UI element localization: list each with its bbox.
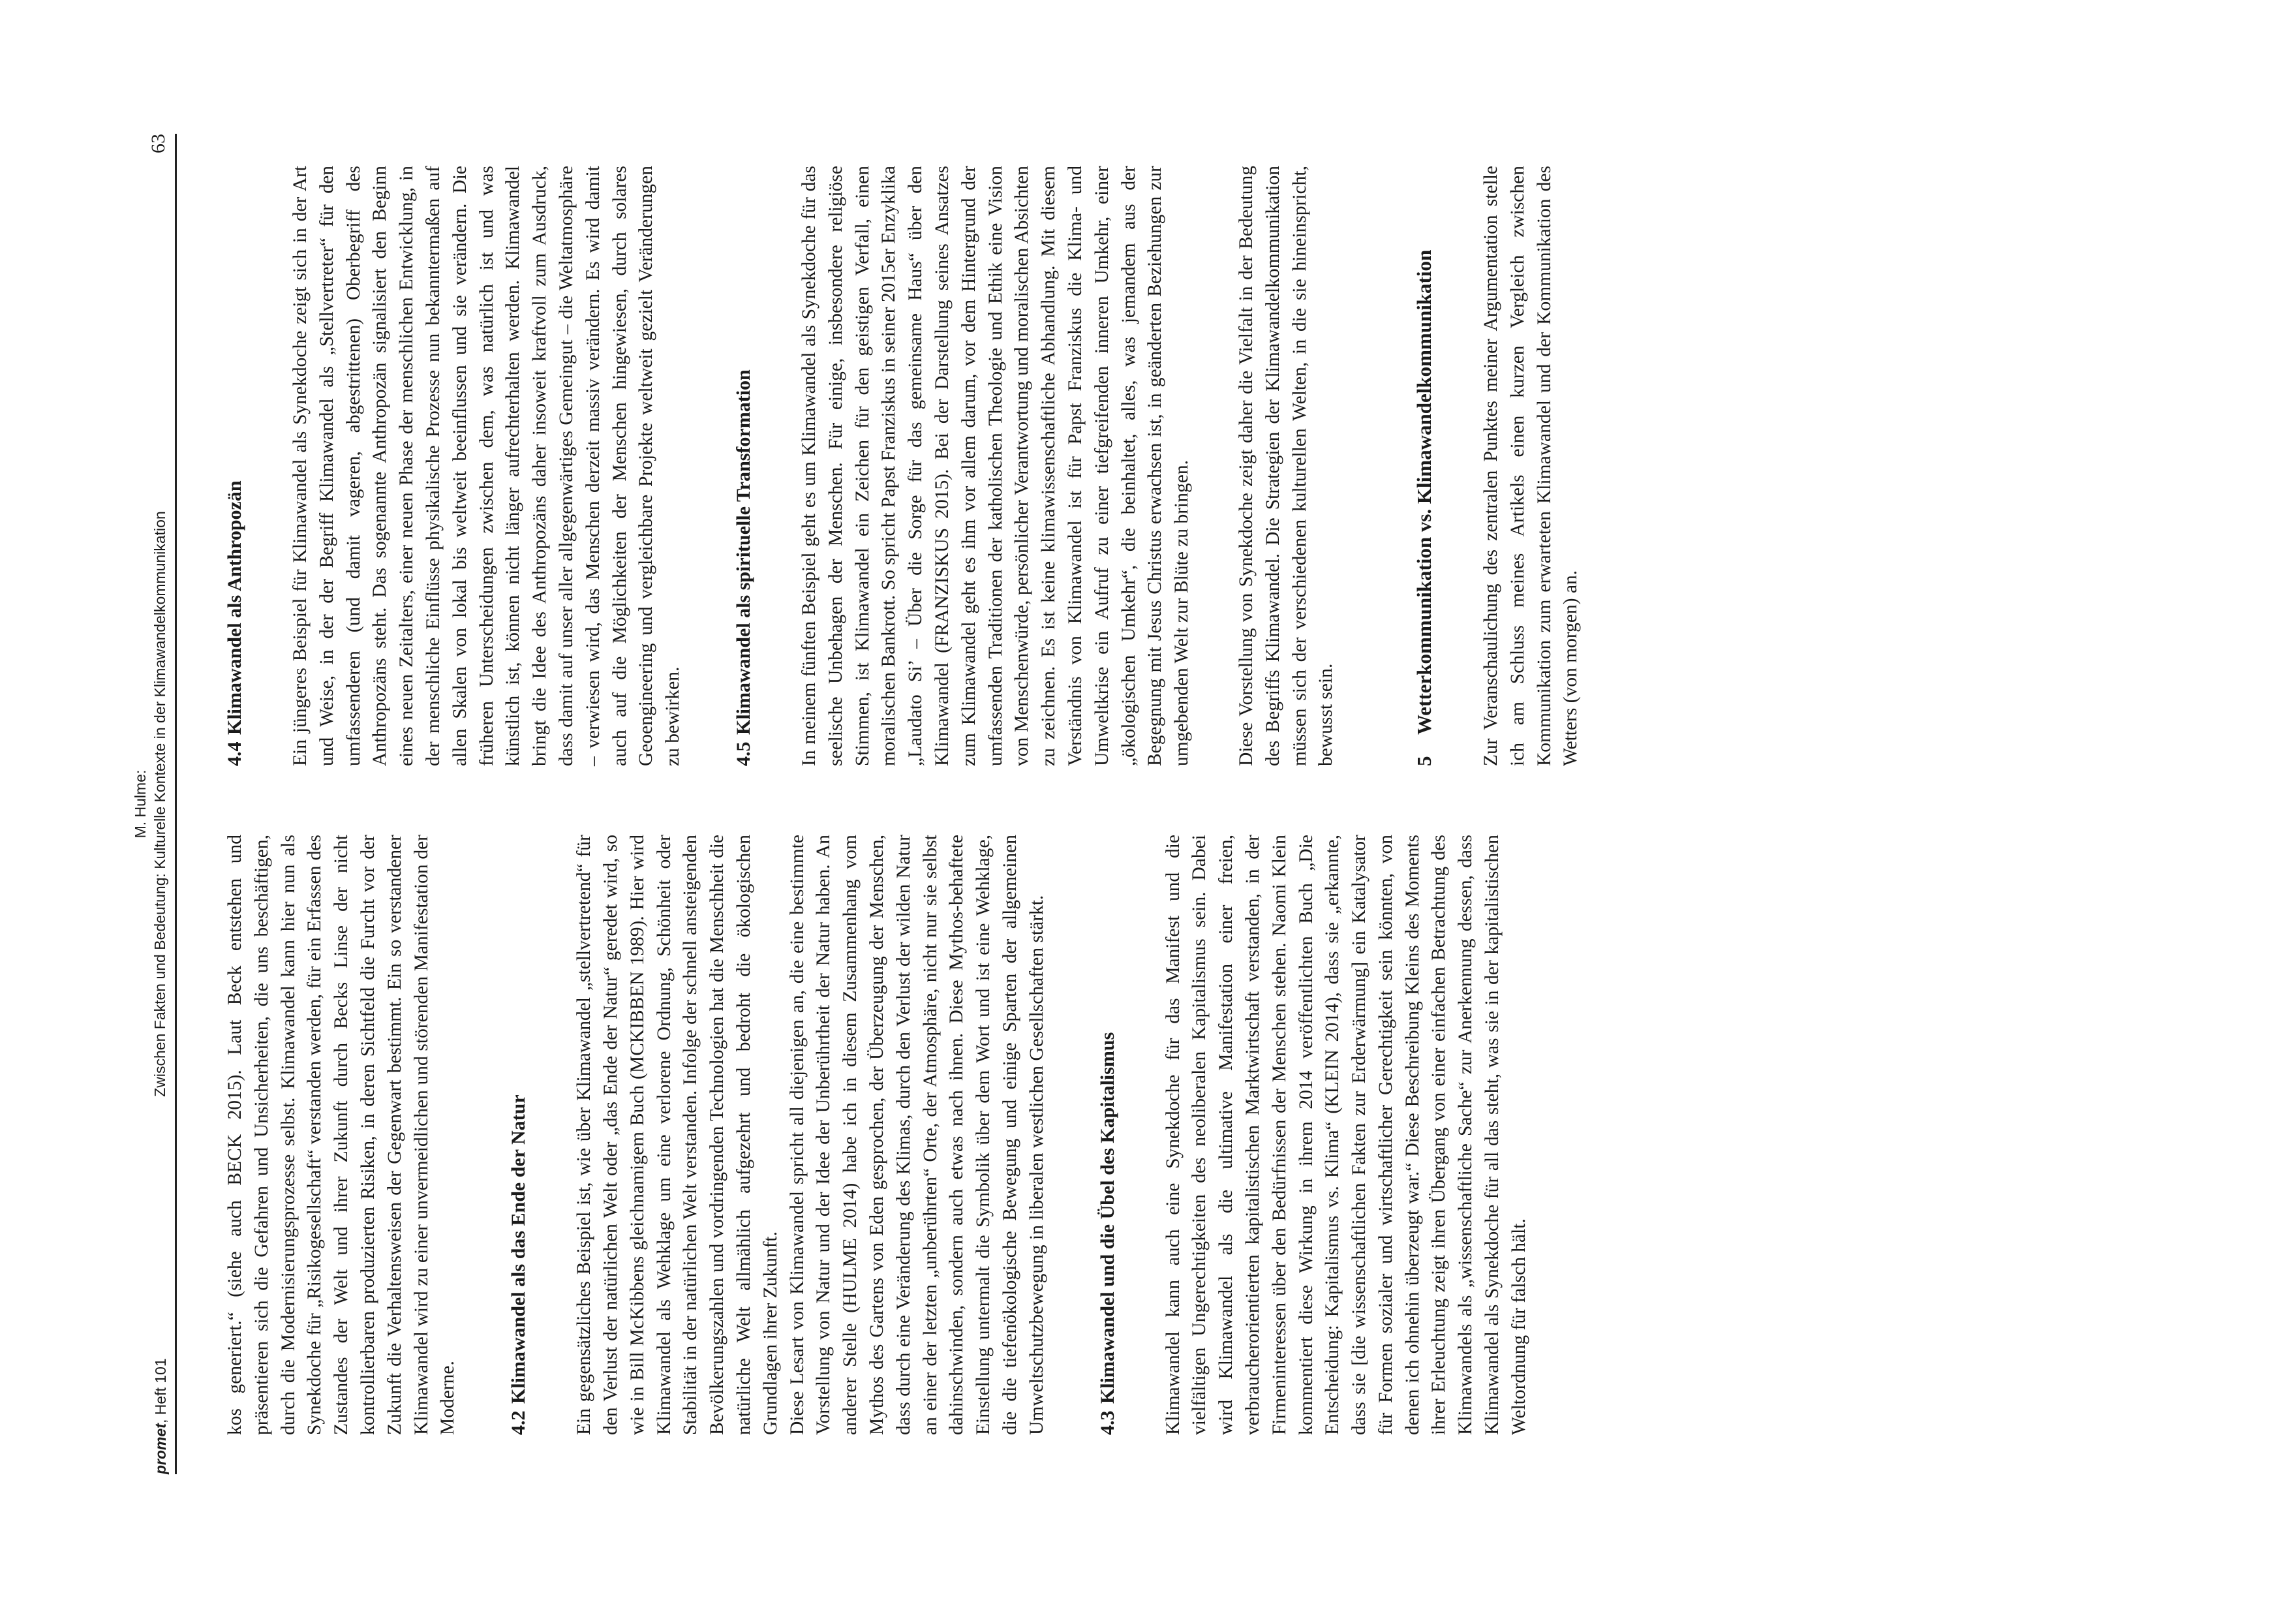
page-number: 63 xyxy=(147,134,169,153)
article-title: Zwischen Fakten und Bedeutung: Kulturelle Kontexte in der Klimawandelkommunikation xyxy=(151,511,168,1097)
paragraph-intro: kos generiert.“ (siehe auch BECK 2015). Laut Beck entstehen und präsentieren sich die Gefahren und Unsicherheiten, die uns beschäftigen, durch die Modernisierungsprozesse selbst. Klimawandel kann hier nun als Synekdoche für „Risikogesellschaft“ verstanden werden, für ein Erfassen des Zustandes der Welt und ihrer Zukunft durch Becks Linse der nicht kontrollierbaren produzierten Risiken, in deren Sichtfeld die Furcht vor der Zukunft die Verhaltensweisen der Gegenwart bestimmt. Ein so verstandener Klimawandel wird zu einer unvermeidlichen und störenden Manifestation der Moderne. xyxy=(224,835,459,1435)
paragraph: Ein gegensätzliches Beispiel ist, wie über Klimawandel „stellvertretend“ für den Verlust der natürlichen Welt oder „das Ende der Natur“ geredet wird, so wie in Bill McKibbens gleichnamigem Buch (MCKIBBEN 1989). Hier wird Klimawandel als Wehklage um eine verlorene Ordnung, Schönheit oder Stabilität in der natürlichen Welt verstanden. Infolge der schnell ansteigenden Bevölkerungszahlen und vordringenden Technologien hat die Menschheit die natürliche Welt allmählich aufgezehrt und bedroht die ökologischen Grundlagen ihrer Zukunft. xyxy=(574,835,781,1435)
running-header xyxy=(116,134,177,1474)
left-column xyxy=(222,835,1533,1435)
section-title: Klimawandel als Anthropozän xyxy=(224,480,245,735)
paragraph: Diese Vorstellung von Synekdoche zeigt daher die Vielfalt in der Bedeutung des Begriffs Klimawandel. Die Strategien der Klimawandelkommunikation müssen sich der verschiedenen kulturellen Welten, in die sie hineinspricht, bewusst sein. xyxy=(1235,166,1337,766)
journal-name: promet xyxy=(152,1423,169,1474)
section-heading-4-3 xyxy=(1095,835,1121,1435)
right-column xyxy=(222,166,1584,766)
section-heading-5 xyxy=(1411,166,1437,766)
paragraph: Klimawandel kann auch eine Synekdoche für das Manifest und die vielfältigen Ungerechtigkeiten des neoliberalen Kapitalismus sein. Dabei wird Klimawandel als die ultimative Manifestation einer freien, verbraucherorientierten kapitalistischen Marktwirtschaft verstanden, in der Firmeninteressen über den Bedürfnissen der Menschen stehen. Naomi Klein kommentiert diese Wirkung in ihrem 2014 veröffentlichten Buch „Die Entscheidung: Kapitalismus vs. Klima“ (KLEIN 2014), dass sie „erkannte, dass sie [die wissenschaftlichen Fakten zur Erderwärmung] ein Katalysator für Formen sozialer und wirtschaftlicher Gerechtigkeit sein könnten, von denen ich ohnehin überzeugt war.“ Diese Beschreibung Kleins des Moments ihrer Erleuchtung zeigt ihren Übergang von einer einfachen Betrachtung des Klimawandels als „wissenschaftliche Sache“ zur Anerkennung dessen, dass Klimawandel als Synekdoche für all das steht, was sie in der kapitalistischen Weltordnung für falsch hält. xyxy=(1162,835,1529,1435)
section-number: 4.4 xyxy=(224,741,245,766)
paragraph: Diese Lesart von Klimawandel spricht all diejenigen an, die eine bestimmte Vorstellung von Natur und der Idee der Unberührtheit der Natur haben. An anderer Stelle (HULME 2014) habe ich in diesem Zusammenhang vom Mythos des Gartens von Eden gesprochen, der Überzeugung der Menschen, dass durch eine Veränderung des Klimas, durch den Verlust der wilden Natur an einer der letzten „unberührten“ Orte, der Atmosphäre, nicht nur sie selbst dahinschwinden, sondern auch etwas nach ihnen. Diese Mythos-behaftete Einstellung untermalt die Symbolik über dem Wort und ist eine Wehklage, die die tiefenökologische Bewegung und einige Sparten der allgemeinen Umweltschutzbewegung in liberalen westlichen Gesellschaften stärkt. xyxy=(786,835,1047,1435)
section-heading-4-2 xyxy=(506,835,532,1435)
section-number: 4.2 xyxy=(508,1410,530,1435)
section-title: Klimawandel als spirituelle Transformation xyxy=(732,369,754,735)
journal-issue: , Heft 101 xyxy=(152,1358,169,1424)
section-number: 4.3 xyxy=(1096,1410,1118,1435)
section-number: 4.5 xyxy=(732,741,754,766)
paragraph: Zur Veranschaulichung des zentralen Punktes meiner Argumentation stelle ich am Schluss meines Artikels einen kurzen Vergleich zwischen Kommunikation zum erwarteten Klimawandel und der Kommunikation des Wetters (von morgen) an. xyxy=(1480,166,1582,766)
paragraph: In meinem fünften Beispiel geht es um Klimawandel als Synekdoche für das seelische Unbehagen der Menschen. Für einige, insbesondere religiöse Stimmen, ist Klimawandel ein Zeichen für den geistigen Verfall, einen moralischen Bankrott. So spricht Papst Franziskus in seiner 2015er Enzyklika „Laudato Si’ – Über die Sorge für das gemeinsame Haus“ über den Klimawandel (FRANZISKUS 2015). Bei der Darstellung seines Ansatzes zum Klimawandel geht es ihm vor allem darum, vor dem Hintergrund der umfassenden Traditionen der katholischen Theologie und Ethik eine Vision von Menschenwürde, persönlicher Verantwortung und moralischen Absichten zu zeichnen. Es ist keine klimawissenschaftliche Abhandlung. Mit diesem Verständnis von Klimawandel ist für Papst Franziskus die Klima- und Umweltkrise ein Aufruf zu einer tiefgreifenden inneren Umkehr, einer „ökologischen Umkehr“, die beinhaltet, alles, was jemandem aus der Begegnung mit Jesus Christus erwachsen ist, in geänderten Beziehungen zur umgebenden Welt zur Blüte zu bringen. xyxy=(798,166,1193,766)
article-reference xyxy=(130,134,170,1474)
paragraph-gap xyxy=(1195,166,1233,766)
paragraph: Ein jüngeres Beispiel für Klimawandel als Synekdoche zeigt sich in der Art und Weise, in der der Begriff Klimawandel als „Stellvertreter“ für den umfassenderen (und damit vageren, abgestrittenen) Oberbegriff des Anthropozäns steht. Das sogenannte Anthropozän signalisiert den Beginn eines neuen Zeitalters, einer neuen Phase der menschlichen Entwicklung, in der menschliche Einflüsse physikalische Prozesse nun bekanntermaßen auf allen Skalen von lokal bis weltweit beeinflussen und sie verändern. Die früheren Unterscheidungen zwischen dem, was natürlich ist und was künstlich ist, können nicht länger aufrechterhalten werden. Klimawandel bringt die Idee des Anthropozäns daher insoweit kraftvoll zum Ausdruck, dass damit auf unser aller allgegenwärtiges Gemeingut – die Weltatmosphäre – verwiesen wird, das Menschen derzeit massiv verändern. Es wird damit auch auf die Möglichkeiten der Menschen hingewiesen, durch solares Geoengineering und vergleichbare Projekte weltweit gezielt Veränderungen zu bewirken. xyxy=(290,166,684,766)
section-heading-4-5 xyxy=(731,166,757,766)
section-title: Klimawandel und die Übel des Kapitalismus xyxy=(1096,1032,1118,1404)
section-title: Klimawandel als das Ende der Natur xyxy=(508,1094,530,1404)
section-title: Wetterkommunikation vs. Klimawandelkommunikation xyxy=(1413,249,1436,735)
author-name: M. Hulme: xyxy=(132,769,149,839)
section-number: 5 xyxy=(1413,756,1436,766)
section-heading-4-4 xyxy=(222,166,248,766)
